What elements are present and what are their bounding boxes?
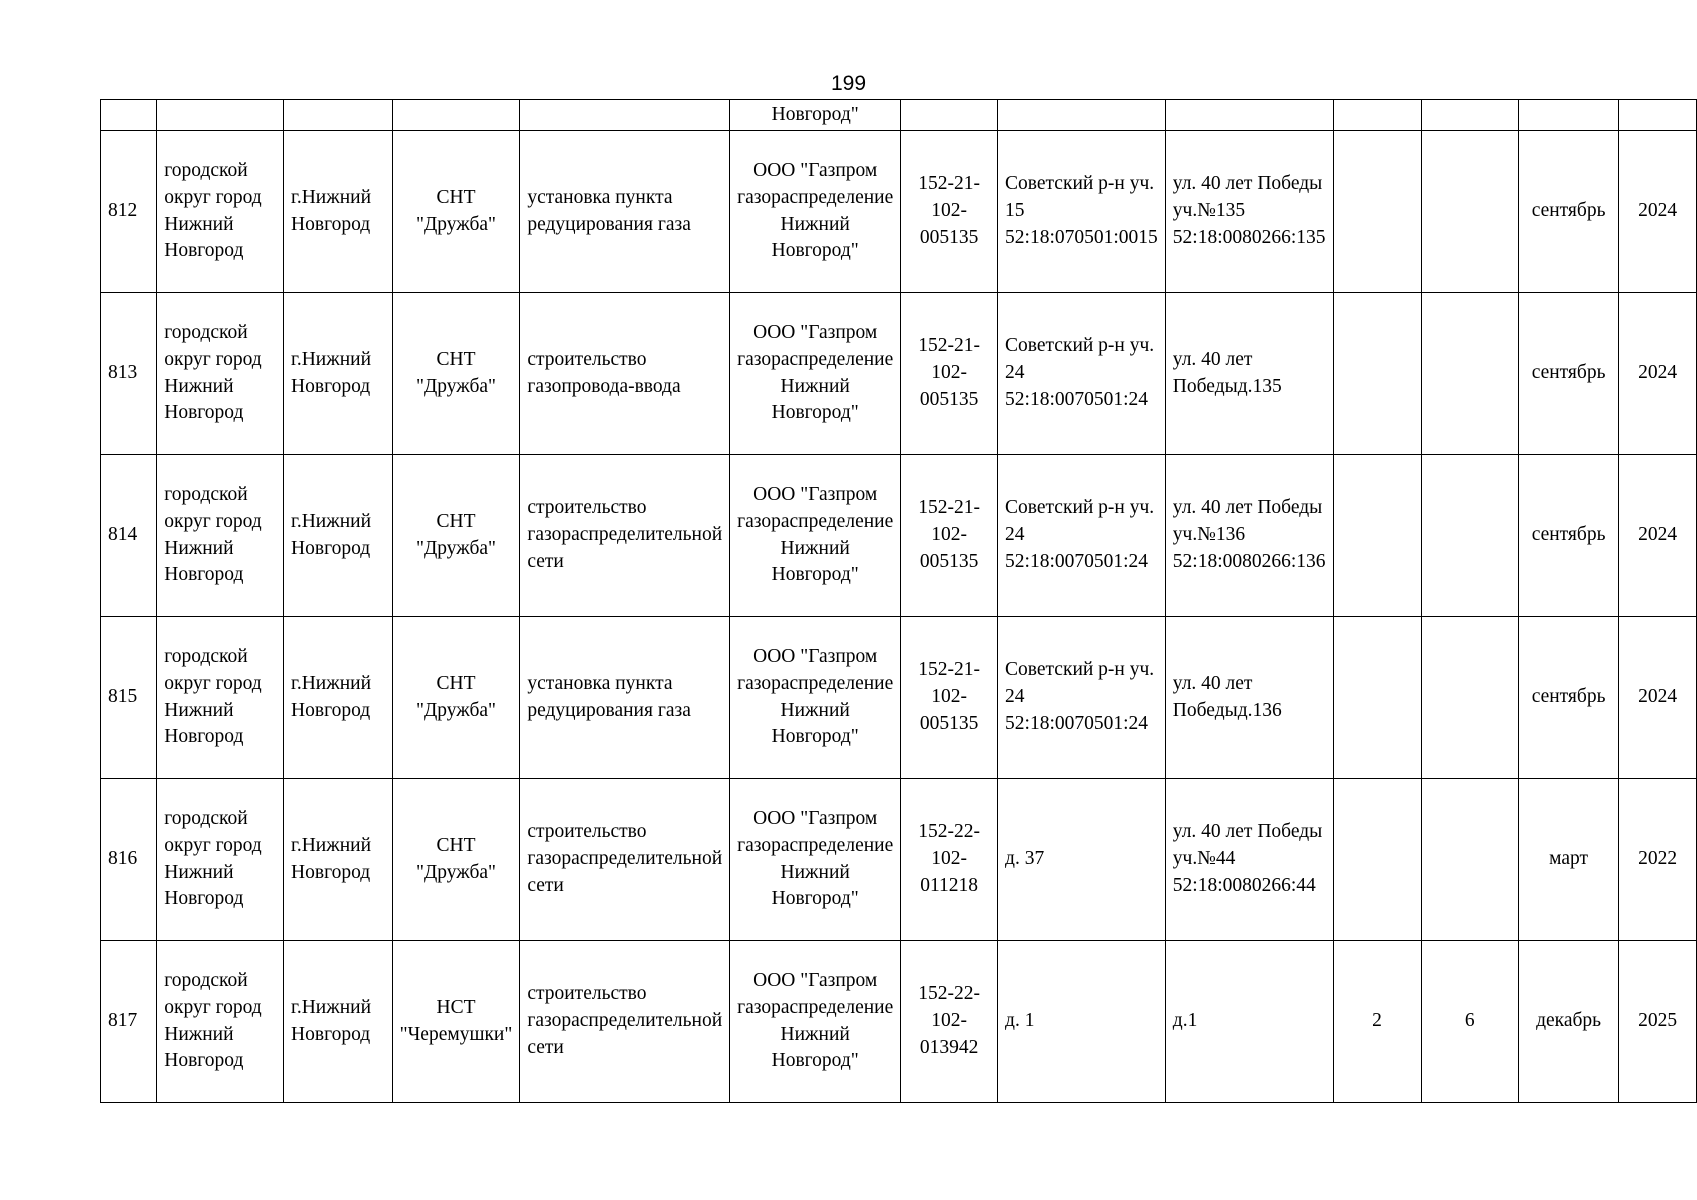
address-b-cell: ул. 40 лет Победыд.136 xyxy=(1165,617,1333,779)
address-b-cell: ул. 40 лет Победы уч.№136 52:18:0080266:136 xyxy=(1165,455,1333,617)
municipality-cell: городской округ город Нижний Новгород xyxy=(157,617,284,779)
address-a-cell: Советский р-н уч. 24 52:18:0070501:24 xyxy=(998,617,1166,779)
year-cell: 2024 xyxy=(1619,131,1697,293)
quantity-a-cell xyxy=(1333,131,1421,293)
year-cell: 2022 xyxy=(1619,779,1697,941)
object-cell: СНТ "Дружба" xyxy=(392,293,520,455)
table-row xyxy=(101,131,1697,293)
organization-cell: ООО "Газпром газораспределение Нижний Новгород" xyxy=(730,293,901,455)
table-row xyxy=(101,455,1697,617)
work-type-cell: установка пункта редуцирования газа xyxy=(520,617,730,779)
municipality-cell: городской округ город Нижний Новгород xyxy=(157,293,284,455)
locality-cell: г.Нижний Новгород xyxy=(284,941,393,1103)
municipality-cell: городской округ город Нижний Новгород xyxy=(157,131,284,293)
code-cell: 152-21-102-005135 xyxy=(901,293,998,455)
row-number-cell: 814 xyxy=(101,455,157,617)
quantity-a-cell xyxy=(1333,293,1421,455)
code-cell: 152-21-102-005135 xyxy=(901,455,998,617)
address-a-cell: Советский р-н уч. 24 52:18:0070501:24 xyxy=(998,455,1166,617)
year-cell: 2024 xyxy=(1619,455,1697,617)
locality-cell: г.Нижний Новгород xyxy=(284,779,393,941)
code-cell: 152-22-102-011218 xyxy=(901,779,998,941)
work-type-cell: строительство газораспределительной сети xyxy=(520,779,730,941)
object-cell: НСТ "Черемушки" xyxy=(392,941,520,1103)
address-b-cell: ул. 40 лет Победыд.135 xyxy=(1165,293,1333,455)
quantity-b-cell: 6 xyxy=(1421,941,1518,1103)
year-cell: 2024 xyxy=(1619,617,1697,779)
work-type-cell: строительство газораспределительной сети xyxy=(520,455,730,617)
locality-cell: г.Нижний Новгород xyxy=(284,617,393,779)
code-cell: 152-21-102-005135 xyxy=(901,131,998,293)
row-number-cell: 817 xyxy=(101,941,157,1103)
organization-cell: ООО "Газпром газораспределение Нижний Новгород" xyxy=(730,941,901,1103)
row-number-cell: 812 xyxy=(101,131,157,293)
organization-cell: ООО "Газпром газораспределение Нижний Новгород" xyxy=(730,779,901,941)
object-cell: СНТ "Дружба" xyxy=(392,455,520,617)
locality-cell: г.Нижний Новгород xyxy=(284,293,393,455)
gasification-plan-table xyxy=(100,99,1697,1103)
page-number: 199 xyxy=(830,72,867,95)
organization-cell: ООО "Газпром газораспределение Нижний Новгород" xyxy=(730,131,901,293)
object-cell: СНТ "Дружба" xyxy=(392,617,520,779)
municipality-cell: городской округ город Нижний Новгород xyxy=(157,941,284,1103)
code-cell: 152-22-102-013942 xyxy=(901,941,998,1103)
continuation-organization-cell: Новгород" xyxy=(730,100,901,131)
object-cell: СНТ "Дружба" xyxy=(392,131,520,293)
row-number-cell: 813 xyxy=(101,293,157,455)
work-type-cell: строительство газораспределительной сети xyxy=(520,941,730,1103)
table-row xyxy=(101,941,1697,1103)
organization-cell: ООО "Газпром газораспределение Нижний Новгород" xyxy=(730,455,901,617)
address-b-cell: д.1 xyxy=(1165,941,1333,1103)
year-cell: 2024 xyxy=(1619,293,1697,455)
month-cell: сентябрь xyxy=(1518,617,1618,779)
month-cell: сентябрь xyxy=(1518,131,1618,293)
code-cell: 152-21-102-005135 xyxy=(901,617,998,779)
table-row xyxy=(101,293,1697,455)
address-a-cell: Советский р-н уч. 24 52:18:0070501:24 xyxy=(998,293,1166,455)
address-a-cell: д. 1 xyxy=(998,941,1166,1103)
table-row xyxy=(101,617,1697,779)
quantity-b-cell xyxy=(1421,455,1518,617)
continuation-row xyxy=(101,100,1697,131)
address-b-cell: ул. 40 лет Победы уч.№44 52:18:0080266:44 xyxy=(1165,779,1333,941)
month-cell: сентябрь xyxy=(1518,455,1618,617)
address-b-cell: ул. 40 лет Победы уч.№135 52:18:0080266:135 xyxy=(1165,131,1333,293)
municipality-cell: городской округ город Нижний Новгород xyxy=(157,455,284,617)
locality-cell: г.Нижний Новгород xyxy=(284,455,393,617)
quantity-a-cell xyxy=(1333,779,1421,941)
quantity-a-cell xyxy=(1333,455,1421,617)
quantity-b-cell xyxy=(1421,779,1518,941)
row-number-cell: 816 xyxy=(101,779,157,941)
object-cell: СНТ "Дружба" xyxy=(392,779,520,941)
table-body xyxy=(101,131,1697,1103)
month-cell: сентябрь xyxy=(1518,293,1618,455)
quantity-a-cell: 2 xyxy=(1333,941,1421,1103)
address-a-cell: д. 37 xyxy=(998,779,1166,941)
month-cell: март xyxy=(1518,779,1618,941)
work-type-cell: строительство газопровода-ввода xyxy=(520,293,730,455)
quantity-b-cell xyxy=(1421,617,1518,779)
table-row xyxy=(101,779,1697,941)
year-cell: 2025 xyxy=(1619,941,1697,1103)
work-type-cell: установка пункта редуцирования газа xyxy=(520,131,730,293)
address-a-cell: Советский р-н уч. 15 52:18:070501:0015 xyxy=(998,131,1166,293)
row-number-cell: 815 xyxy=(101,617,157,779)
organization-cell: ООО "Газпром газораспределение Нижний Новгород" xyxy=(730,617,901,779)
locality-cell: г.Нижний Новгород xyxy=(284,131,393,293)
quantity-a-cell xyxy=(1333,617,1421,779)
quantity-b-cell xyxy=(1421,293,1518,455)
quantity-b-cell xyxy=(1421,131,1518,293)
municipality-cell: городской округ город Нижний Новгород xyxy=(157,779,284,941)
month-cell: декабрь xyxy=(1518,941,1618,1103)
